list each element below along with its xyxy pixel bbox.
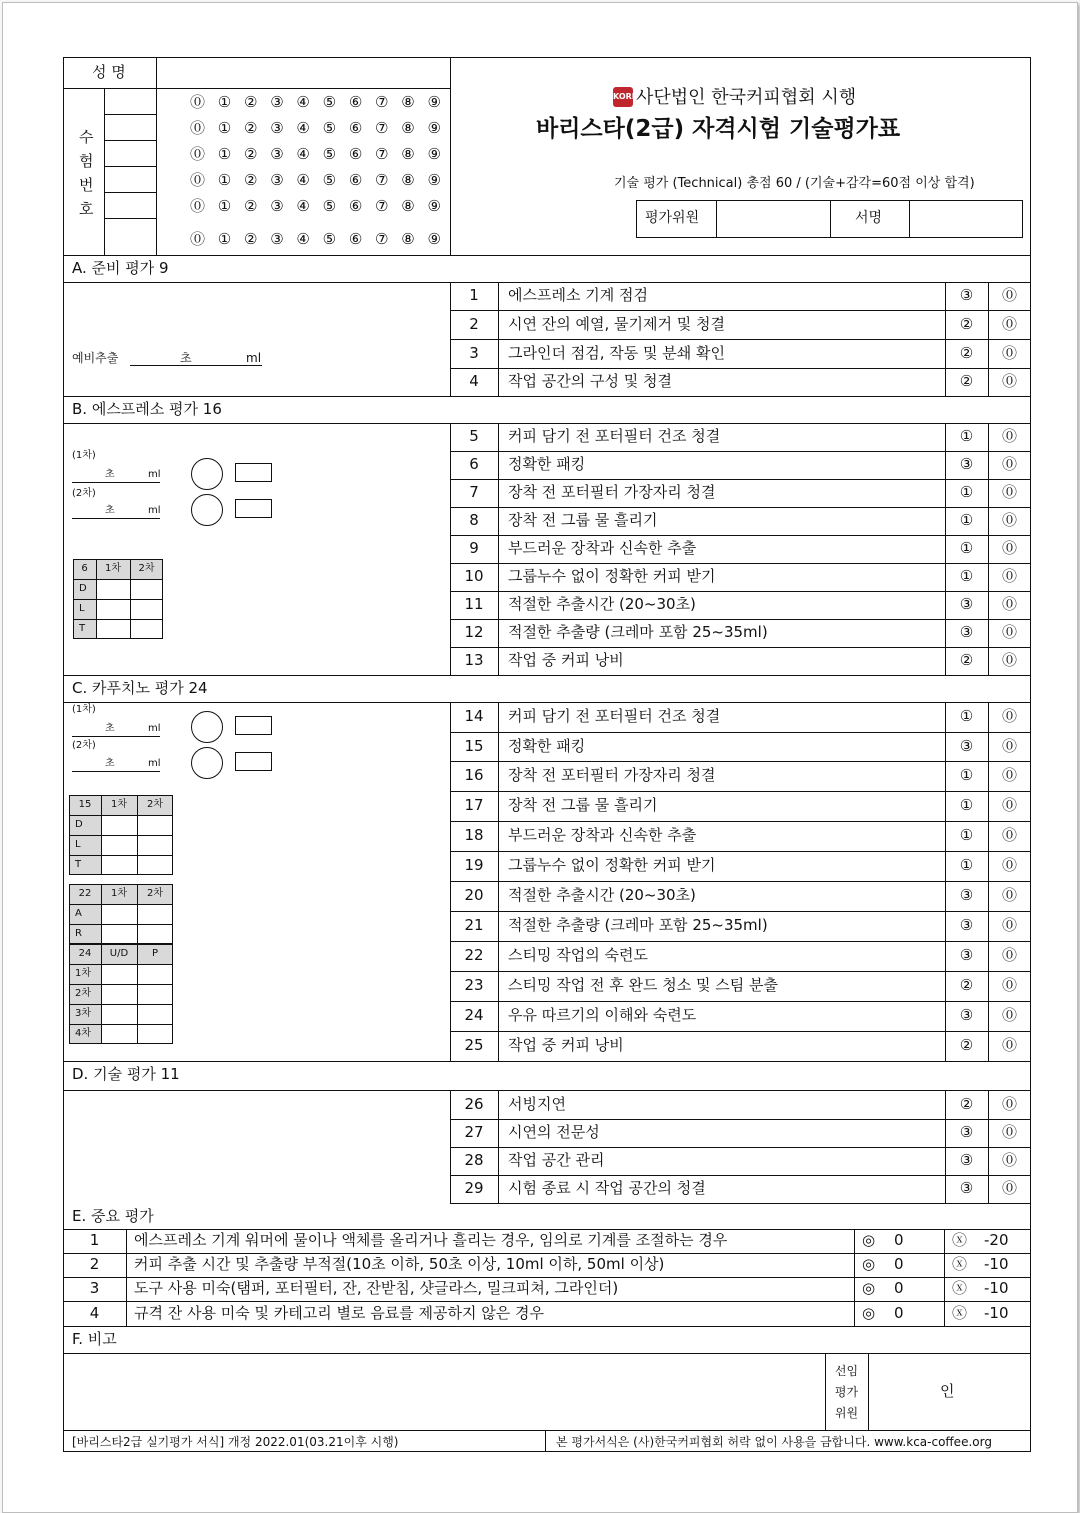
item-text: 작업 중 커피 낭비 [508,1036,624,1054]
name-row-line [63,88,450,89]
item-number: 22 [464,946,484,964]
cappu-first-sec: 초 [105,723,115,734]
item-zero-mark[interactable]: ⓪ [1001,314,1017,333]
section-E-title: E. 중요 평가 [72,1207,154,1225]
footer-divider [545,1430,546,1452]
item-number: 5 [469,427,479,445]
lead-evaluator-label: 선임 [834,1364,859,1378]
section-header-line [63,255,1031,256]
cappu-second-label: (2차) [72,740,96,751]
important-row-line [63,1326,1031,1327]
item-text: 장착 전 포터필터 가장자리 청결 [508,483,716,501]
cappu-pour-row-label: 1차 [75,968,92,979]
cappu-ar-cell[interactable] [137,924,173,944]
cappu-ar-header-cell: 1차 [110,888,128,899]
item-text: 스티밍 작업 전 후 완드 청소 및 스팀 분출 [508,976,778,994]
section-header-line [63,675,1031,676]
item-number: 8 [469,511,479,529]
espresso-first-underline [72,482,160,483]
exam-digit-row: ⓪ ① ② ③ ④ ⑤ ⑥ ⑦ ⑧ ⑨ [190,93,445,111]
important-fail-value: -10 [984,1303,1009,1322]
item-score-mark[interactable]: ① [959,856,974,874]
item-number: 4 [469,372,479,390]
important-ok-mark[interactable]: ◎ [862,1231,876,1249]
item-zero-mark[interactable]: ⓪ [1001,427,1017,445]
item-score-mark[interactable]: ② [959,1036,974,1054]
cappu-pour-header-cell: 24 [78,948,92,959]
important-ok-value: 0 [894,1231,904,1249]
espresso-first-ml: ml [148,469,161,480]
espresso-header-cell: 6 [81,563,88,574]
item-score-mark[interactable]: ② [959,1094,974,1113]
item-number: 20 [464,886,484,904]
cappu-pour-cell[interactable] [101,1004,137,1024]
item-text: 장착 전 그룹 물 흘리기 [508,796,658,814]
espresso-check-box-2[interactable] [235,499,272,518]
espresso-second-ml: ml [148,505,161,516]
important-ok-mark[interactable]: ◎ [862,1255,876,1273]
important-fail-mark[interactable]: ⓧ [952,1231,968,1249]
item-number: 28 [464,1151,484,1169]
item-zero-mark[interactable]: ⓪ [1001,976,1017,994]
org-name: 사단법인 한국커피협회 시행 [636,87,857,108]
cappu-pour-row-label: 2차 [75,988,92,999]
item-text: 적절한 추출량 (크레마 포함 25~35ml) [508,916,768,934]
cappu-pour-cell[interactable] [101,964,137,984]
item-text: 서빙지연 [508,1094,566,1113]
espresso-row-label: L [79,603,85,614]
evaluator-name-input[interactable] [717,201,829,237]
exam-box-line [104,192,156,193]
important-number: 2 [89,1255,100,1273]
important-fail-value: -10 [984,1279,1009,1297]
item-number: 13 [464,651,484,669]
item-zero-mark[interactable]: ⓪ [1001,707,1017,725]
cappu-first-underline [72,736,160,737]
exam-number-label-char: 호 [79,200,94,218]
section-header-line [63,396,1031,397]
footer-copyright: 본 평가서식은 (사)한국커피협회 허락 없이 사용을 금합니다. www.kca-coffee.org [556,1435,992,1449]
cappu-check-box-1[interactable] [235,716,272,735]
item-number: 23 [464,976,484,994]
cappu-second-sec: 초 [105,758,115,769]
item-text: 에스프레소 기계 점검 [508,286,648,304]
item-zero-mark[interactable]: ⓪ [1001,1123,1017,1141]
item-text: 부드러운 장착과 신속한 추출 [508,539,697,557]
item-text: 시험 종료 시 작업 공간의 청결 [508,1179,706,1197]
item-zero-mark[interactable]: ⓪ [1001,796,1017,814]
cappu-dlt-cell[interactable] [137,855,173,875]
signature-label: 서명 [855,210,883,226]
cappu-ar-header-cell: 22 [78,888,92,899]
important-number: 4 [89,1303,100,1322]
item-text: 그룹누수 없이 정확한 커피 받기 [508,856,716,874]
item-score-mark[interactable]: ② [959,343,974,362]
item-score-mark[interactable]: ② [959,314,974,333]
item-text: 커피 담기 전 포터필터 건조 청결 [508,707,721,725]
item-score-mark[interactable]: ① [959,796,974,814]
section-header-line [63,1061,1031,1062]
item-score-mark[interactable]: ① [959,766,974,784]
item-score-mark[interactable]: ③ [959,946,974,964]
item-score-mark[interactable]: ① [959,826,974,844]
cappu-dlt-header-cell: 2차 [146,799,164,810]
footer-top-line [63,1430,1031,1431]
cappu-dlt-row-label: L [75,839,81,850]
important-fail-value: -20 [984,1231,1009,1249]
cappu-second-underline [72,771,160,772]
important-fail-mark[interactable]: ⓧ [952,1303,968,1322]
item-score-mark[interactable]: ③ [959,1179,974,1197]
item-number: 10 [464,567,484,585]
cappu-pour-cell[interactable] [101,1024,137,1044]
cappu-pour-row-label: 3차 [75,1008,92,1019]
important-fail-value: -10 [984,1255,1009,1273]
cappu-dlt-header-cell: 15 [78,799,92,810]
espresso-cell[interactable] [96,579,130,599]
item-zero-mark[interactable]: ⓪ [1001,286,1017,304]
exam-box-line [104,166,156,167]
item-score-mark[interactable]: ① [959,511,974,529]
prep-ml-unit: ml [246,351,262,365]
item-text: 커피 담기 전 포터필터 건조 청결 [508,427,721,445]
important-fail-mark[interactable]: ⓧ [952,1279,968,1297]
remarks-input[interactable] [64,1354,824,1430]
item-score-mark[interactable]: ③ [959,1006,974,1024]
item-number: 12 [464,623,484,641]
important-ok-value: 0 [894,1255,904,1273]
exam-box-line [104,218,156,219]
cappu-first-label: (1차) [72,704,96,715]
cappu-first-ml: ml [148,723,161,734]
item-text: 작업 공간 관리 [508,1151,605,1169]
form-title: 바리스타(2급) 자격시험 기술평가표 [536,116,901,142]
item-number: 2 [469,314,479,333]
item-text: 우유 따르기의 이해와 숙련도 [508,1006,697,1024]
item-number: 3 [469,343,479,362]
item-score-mark[interactable]: ③ [959,455,974,473]
important-text: 도구 사용 미숙(탬퍼, 포터필터, 잔, 잔받침, 샷글라스, 밀크피쳐, 그라인더) [134,1279,619,1297]
item-number: 11 [464,595,484,613]
item-text: 적절한 추출시간 (20~30초) [508,886,696,904]
seal-label: 인 [940,1382,955,1400]
cappu-pour-header-cell: P [151,948,159,959]
item-zero-mark[interactable]: ⓪ [1001,886,1017,904]
espresso-first-sec: 초 [105,469,115,480]
item-text: 그라인더 점검, 작동 및 분쇄 확인 [508,343,725,362]
important-text: 커피 추출 시간 및 추출량 부적절(10초 이하, 50초 이상, 10ml 이하, 50ml 이상) [134,1255,665,1273]
item-zero-mark[interactable]: ⓪ [1001,567,1017,585]
item-number: 7 [469,483,479,501]
item-score-mark[interactable]: ② [959,976,974,994]
exam-digit-row: ⓪ ① ② ③ ④ ⑤ ⑥ ⑦ ⑧ ⑨ [190,145,445,163]
espresso-first-label: (1차) [72,450,96,461]
item-zero-mark[interactable]: ⓪ [1001,1036,1017,1054]
item-zero-mark[interactable]: ⓪ [1001,1094,1017,1113]
espresso-header-cell: 1차 [104,563,122,574]
item-text: 시연의 전문성 [508,1123,600,1141]
cappu-dlt-cell[interactable] [101,835,137,855]
cappu-ar-cell[interactable] [137,904,173,924]
item-zero-mark[interactable]: ⓪ [1001,623,1017,641]
item-score-mark[interactable]: ② [959,651,974,669]
item-text: 그룹누수 없이 정확한 커피 받기 [508,567,716,585]
cappu-cup-circle-2[interactable] [191,747,223,779]
section-A-title: A. 준비 평가 9 [72,259,169,277]
item-row-line [450,1203,1031,1204]
item-text: 정확한 패킹 [508,455,586,473]
exam-number-label-char: 번 [79,176,94,194]
cappu-dlt-row-label: D [75,819,83,830]
item-score-mark[interactable]: ① [959,427,974,445]
item-score-mark[interactable]: ③ [959,1123,974,1141]
name-label: 성 명 [92,63,126,81]
item-zero-mark[interactable]: ⓪ [1001,595,1017,613]
item-zero-mark[interactable]: ⓪ [1001,343,1017,362]
item-zero-mark[interactable]: ⓪ [1001,372,1017,390]
item-text: 시연 잔의 예열, 물기제거 및 청결 [508,314,725,333]
cappu-pour-cell[interactable] [137,984,173,1004]
item-number: 19 [464,856,484,874]
cappu-check-box-2[interactable] [235,752,272,771]
prep-sec-unit: 초 [180,351,192,365]
cappu-dlt-cell[interactable] [101,855,137,875]
item-zero-mark[interactable]: ⓪ [1001,826,1017,844]
item-text: 부드러운 장착과 신속한 추출 [508,826,697,844]
important-ok-value: 0 [894,1279,904,1297]
espresso-header-cell: 2차 [138,563,155,574]
espresso-second-label: (2차) [72,488,96,499]
cappu-pour-cell[interactable] [137,1024,173,1044]
item-score-mark[interactable]: ③ [959,286,974,304]
item-number: 18 [464,826,484,844]
item-score-mark[interactable]: ① [959,707,974,725]
prep-extraction-label: 예비추출 [72,351,119,365]
important-fail-mark[interactable]: ⓧ [952,1255,968,1273]
espresso-cell[interactable] [96,599,130,619]
lead-evaluator-label: 평가 [834,1385,859,1399]
important-number: 1 [89,1231,100,1249]
espresso-cup-circle-2[interactable] [191,494,223,526]
cappu-dlt-cell[interactable] [137,815,173,835]
cappu-pour-cell[interactable] [137,964,173,984]
cappu-ar-row-label: R [75,928,82,939]
exam-number-label-char: 수 [79,128,94,146]
kca-logo: KOREA [613,87,633,107]
item-score-mark[interactable]: ② [959,372,974,390]
item-number: 25 [464,1036,484,1054]
cappu-pour-cell[interactable] [101,984,137,1004]
item-text: 스티밍 작업의 숙련도 [508,946,648,964]
espresso-second-underline [72,518,160,519]
name-input[interactable] [157,58,449,87]
important-number: 3 [89,1279,100,1297]
item-zero-mark[interactable]: ⓪ [1001,539,1017,557]
cappu-pour-row-label: 4차 [75,1028,92,1039]
cappu-dlt-header-cell: 1차 [110,799,128,810]
espresso-check-box-1[interactable] [235,463,272,482]
exam-digit-row: ⓪ ① ② ③ ④ ⑤ ⑥ ⑦ ⑧ ⑨ [190,197,445,215]
item-text: 작업 중 커피 낭비 [508,651,624,669]
prep-underline [130,365,262,366]
item-number: 16 [464,766,484,784]
item-zero-mark[interactable]: ⓪ [1001,651,1017,669]
cappu-second-ml: ml [148,758,161,769]
section-F-title: F. 비고 [72,1330,117,1348]
item-score-mark[interactable]: ③ [959,916,974,934]
item-score-mark[interactable]: ③ [959,736,974,755]
cappu-ar-header-cell: 2차 [146,888,164,899]
espresso-cell[interactable] [130,619,163,639]
item-number: 26 [464,1094,484,1113]
section-C-title: C. 카푸치노 평가 24 [72,679,208,697]
important-ok-value: 0 [894,1303,904,1322]
cappu-pour-cell[interactable] [137,1004,173,1024]
exam-box-line [104,114,156,115]
cappu-ar-cell[interactable] [101,904,137,924]
item-zero-mark[interactable]: ⓪ [1001,736,1017,755]
espresso-cup-circle-1[interactable] [191,458,223,490]
item-zero-mark[interactable]: ⓪ [1001,1006,1017,1024]
item-text: 작업 공간의 구성 및 청결 [508,372,672,390]
item-zero-mark[interactable]: ⓪ [1001,856,1017,874]
item-number: 27 [464,1123,484,1141]
item-text: 장착 전 그룹 물 흘리기 [508,511,658,529]
item-number: 9 [469,539,479,557]
important-text: 에스프레소 기계 워머에 물이나 액체를 올리거나 흘리는 경우, 임의로 기계를 조절하는 경우 [134,1231,728,1249]
item-score-mark[interactable]: ① [959,539,974,557]
cappu-dlt-cell[interactable] [137,835,173,855]
important-text: 규격 잔 사용 미숙 및 카테고리 별로 음료를 제공하지 않은 경우 [134,1303,544,1322]
item-number: 17 [464,796,484,814]
item-zero-mark[interactable]: ⓪ [1001,511,1017,529]
item-zero-mark[interactable]: ⓪ [1001,916,1017,934]
cappu-pour-header-cell: U/D [109,948,129,959]
item-number: 6 [469,455,479,473]
section-B-title: B. 에스프레소 평가 16 [72,400,222,418]
exam-box-divider [156,88,157,255]
exam-box-line [104,140,156,141]
item-score-mark[interactable]: ③ [959,886,974,904]
exam-digit-row: ⓪ ① ② ③ ④ ⑤ ⑥ ⑦ ⑧ ⑨ [190,171,445,189]
espresso-row-label: D [79,583,87,594]
item-text: 장착 전 포터필터 가장자리 청결 [508,766,716,784]
important-ok-mark[interactable]: ◎ [862,1279,876,1297]
footer-left-note: [바리스타2급 실기평가 서식] 개정 2022.01(03.21이후 시행) [72,1435,399,1449]
important-ok-mark[interactable]: ◎ [862,1303,876,1322]
evaluator-divider2 [830,200,831,238]
item-zero-mark[interactable]: ⓪ [1001,946,1017,964]
section-D-title: D. 기술 평가 11 [72,1065,180,1083]
cappu-dlt-row-label: T [75,859,82,870]
item-zero-mark[interactable]: ⓪ [1001,455,1017,473]
espresso-cell[interactable] [96,619,130,639]
exam-digit-row: ⓪ ① ② ③ ④ ⑤ ⑥ ⑦ ⑧ ⑨ [190,230,445,248]
lead-evaluator-seal-area[interactable] [869,1354,1030,1430]
item-score-mark[interactable]: ① [959,483,974,501]
item-zero-mark[interactable]: ⓪ [1001,766,1017,784]
item-number: 1 [469,286,479,304]
item-score-mark[interactable]: ③ [959,595,974,613]
item-text: 적절한 추출시간 (20~30초) [508,595,696,613]
header-divider [450,57,451,255]
cappu-ar-cell[interactable] [101,924,137,944]
item-score-mark[interactable]: ③ [959,623,974,641]
item-number: 21 [464,916,484,934]
evaluator-label: 평가위원 [645,210,700,226]
form-subtitle: 기술 평가 (Technical) 총점 60 / (기술+감각=60점 이상 합격) [614,176,975,191]
item-score-mark[interactable]: ③ [959,1151,974,1169]
signature-input[interactable] [910,201,1022,237]
cappu-dlt-cell[interactable] [101,815,137,835]
item-number: 14 [464,707,484,725]
item-text: 적절한 추출량 (크레마 포함 25~35ml) [508,623,768,641]
item-zero-mark[interactable]: ⓪ [1001,1179,1017,1197]
espresso-row-label: T [79,623,86,634]
item-score-mark[interactable]: ① [959,567,974,585]
item-number: 15 [464,736,484,755]
cappu-ar-row-label: A [75,908,82,919]
lead-evaluator-label: 위원 [834,1406,859,1420]
exam-number-label-char: 험 [79,152,94,170]
espresso-cell[interactable] [130,579,163,599]
espresso-second-sec: 초 [105,505,115,516]
item-number: 24 [464,1006,484,1024]
espresso-cell[interactable] [130,599,163,619]
item-number: 29 [464,1179,484,1197]
item-text: 정확한 패킹 [508,736,586,755]
item-zero-mark[interactable]: ⓪ [1001,483,1017,501]
item-zero-mark[interactable]: ⓪ [1001,1151,1017,1169]
cappu-cup-circle-1[interactable] [191,711,223,743]
exam-digit-row: ⓪ ① ② ③ ④ ⑤ ⑥ ⑦ ⑧ ⑨ [190,119,445,137]
